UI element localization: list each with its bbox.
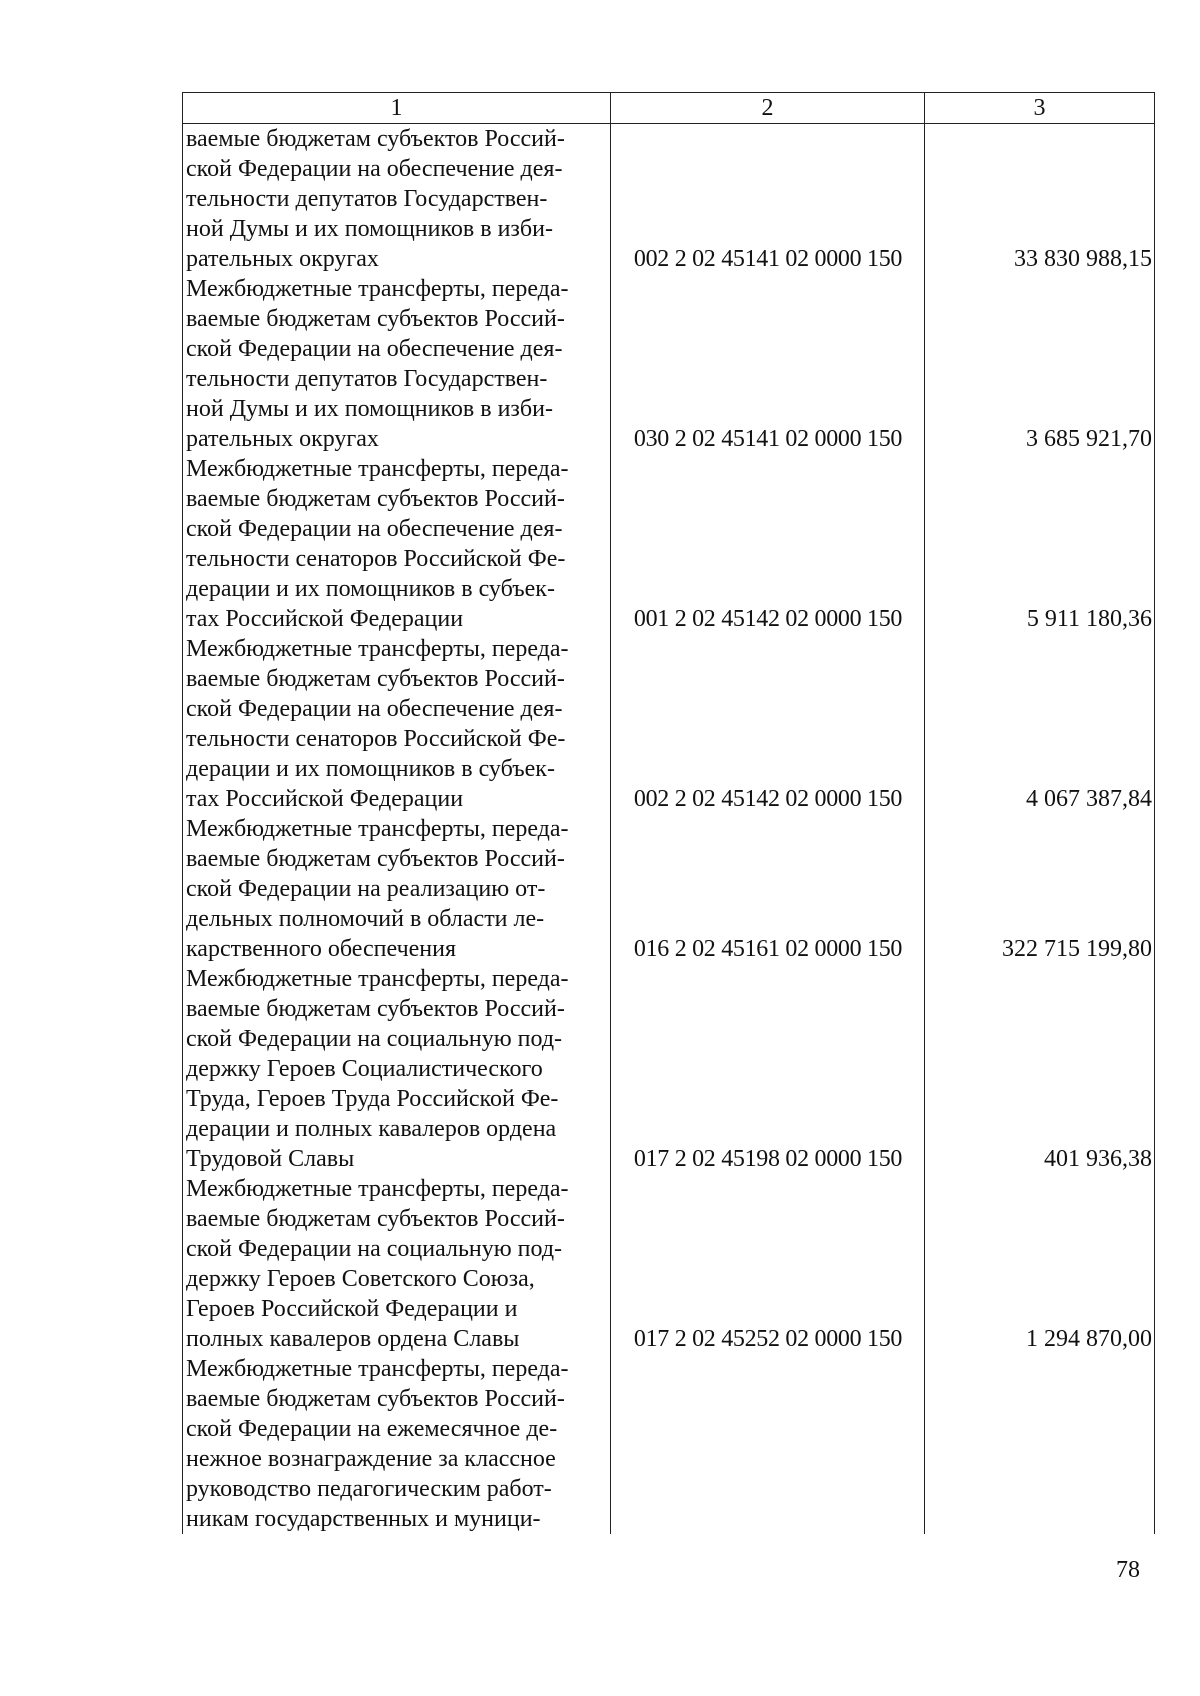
description-line: дерации и их помощников в субъек- (186, 576, 555, 602)
row-description (183, 274, 611, 454)
row-description (183, 814, 611, 964)
description-line: ской Федерации на социальную под- (186, 1026, 563, 1052)
budget-table (182, 92, 1155, 1534)
table-header-row (183, 93, 1155, 124)
description-line: Межбюджетные трансферты, переда- (186, 456, 569, 482)
description-line: ской Федерации на реализацию от- (186, 876, 546, 902)
row-description (183, 634, 611, 814)
table-row (183, 274, 1155, 454)
description-line: Трудовой Славы (186, 1146, 355, 1172)
column-header-1: 1 (183, 93, 611, 124)
description-line: ваемые бюджетам субъектов Россий- (186, 1386, 565, 1412)
table-row (183, 124, 1155, 275)
table-row (183, 964, 1155, 1174)
column-header-3: 3 (925, 93, 1155, 124)
row-amount (925, 1354, 1155, 1534)
row-code: 017 2 02 45252 02 0000 150 (611, 1174, 925, 1354)
row-description (183, 1354, 611, 1534)
description-line: Межбюджетные трансферты, переда- (186, 1356, 569, 1382)
description-line: ваемые бюджетам субъектов Россий- (186, 846, 565, 872)
description-line: рательных округах (186, 426, 379, 452)
description-line: тельности сенаторов Российской Фе- (186, 726, 566, 752)
description-line: ваемые бюджетам субъектов Россий- (186, 1206, 565, 1232)
description-line: тах Российской Федерации (186, 786, 464, 812)
description-line: ваемые бюджетам субъектов Россий- (186, 306, 565, 332)
description-line: ваемые бюджетам субъектов Россий- (186, 126, 565, 152)
description-line: дельных полномочий в области ле- (186, 906, 545, 932)
description-line: рательных округах (186, 246, 379, 272)
row-code: 002 2 02 45141 02 0000 150 (611, 124, 925, 275)
row-code: 001 2 02 45142 02 0000 150 (611, 454, 925, 634)
row-amount: 4 067 387,84 (925, 634, 1155, 814)
description-line: держку Героев Социалистического (186, 1056, 543, 1082)
page-number: 78 (1116, 1557, 1140, 1583)
row-code: 017 2 02 45198 02 0000 150 (611, 964, 925, 1174)
row-description (183, 124, 611, 275)
table-row (183, 814, 1155, 964)
description-line: полных кавалеров ордена Славы (186, 1326, 520, 1352)
description-line: Труда, Героев Труда Российской Фе- (186, 1086, 559, 1112)
row-amount: 33 830 988,15 (925, 124, 1155, 275)
row-code: 016 2 02 45161 02 0000 150 (611, 814, 925, 964)
row-code: 030 2 02 45141 02 0000 150 (611, 274, 925, 454)
description-line: тельности депутатов Государствен- (186, 366, 548, 392)
row-amount: 401 936,38 (925, 964, 1155, 1174)
description-line: Межбюджетные трансферты, переда- (186, 636, 569, 662)
description-line: ской Федерации на обеспечение дея- (186, 696, 563, 722)
description-line: Героев Российской Федерации и (186, 1296, 518, 1322)
description-line: Межбюджетные трансферты, переда- (186, 1176, 569, 1202)
row-code (611, 1354, 925, 1534)
row-amount: 3 685 921,70 (925, 274, 1155, 454)
description-line: ской Федерации на ежемесячное де- (186, 1416, 558, 1442)
description-line: нежное вознаграждение за классное (186, 1446, 556, 1472)
description-line: ваемые бюджетам субъектов Россий- (186, 486, 565, 512)
description-line: Межбюджетные трансферты, переда- (186, 276, 569, 302)
description-line: Межбюджетные трансферты, переда- (186, 966, 569, 992)
description-line: ваемые бюджетам субъектов Россий- (186, 666, 565, 692)
description-line: ной Думы и их помощников в изби- (186, 396, 553, 422)
description-line: ской Федерации на обеспечение дея- (186, 156, 563, 182)
column-header-2: 2 (611, 93, 925, 124)
table-row (183, 634, 1155, 814)
description-line: держку Героев Советского Союза, (186, 1266, 535, 1292)
description-line: никам государственных и муници- (186, 1506, 541, 1532)
description-line: тельности депутатов Государствен- (186, 186, 548, 212)
description-line: ваемые бюджетам субъектов Россий- (186, 996, 565, 1022)
row-amount: 1 294 870,00 (925, 1174, 1155, 1354)
description-line: тельности сенаторов Российской Фе- (186, 546, 566, 572)
description-line: карственного обеспечения (186, 936, 457, 962)
description-line: Межбюджетные трансферты, переда- (186, 816, 569, 842)
description-line: ской Федерации на обеспечение дея- (186, 336, 563, 362)
description-line: дерации и их помощников в субъек- (186, 756, 555, 782)
description-line: дерации и полных кавалеров ордена (186, 1116, 557, 1142)
row-amount: 322 715 199,80 (925, 814, 1155, 964)
table-row (183, 1354, 1155, 1534)
row-description (183, 454, 611, 634)
description-line: ской Федерации на социальную под- (186, 1236, 563, 1262)
row-code: 002 2 02 45142 02 0000 150 (611, 634, 925, 814)
description-line: ской Федерации на обеспечение дея- (186, 516, 563, 542)
table-row (183, 454, 1155, 634)
table-row (183, 1174, 1155, 1354)
description-line: ной Думы и их помощников в изби- (186, 216, 553, 242)
description-line: руководство педагогическим работ- (186, 1476, 552, 1502)
description-line: тах Российской Федерации (186, 606, 464, 632)
row-amount: 5 911 180,36 (925, 454, 1155, 634)
row-description (183, 964, 611, 1174)
row-description (183, 1174, 611, 1354)
